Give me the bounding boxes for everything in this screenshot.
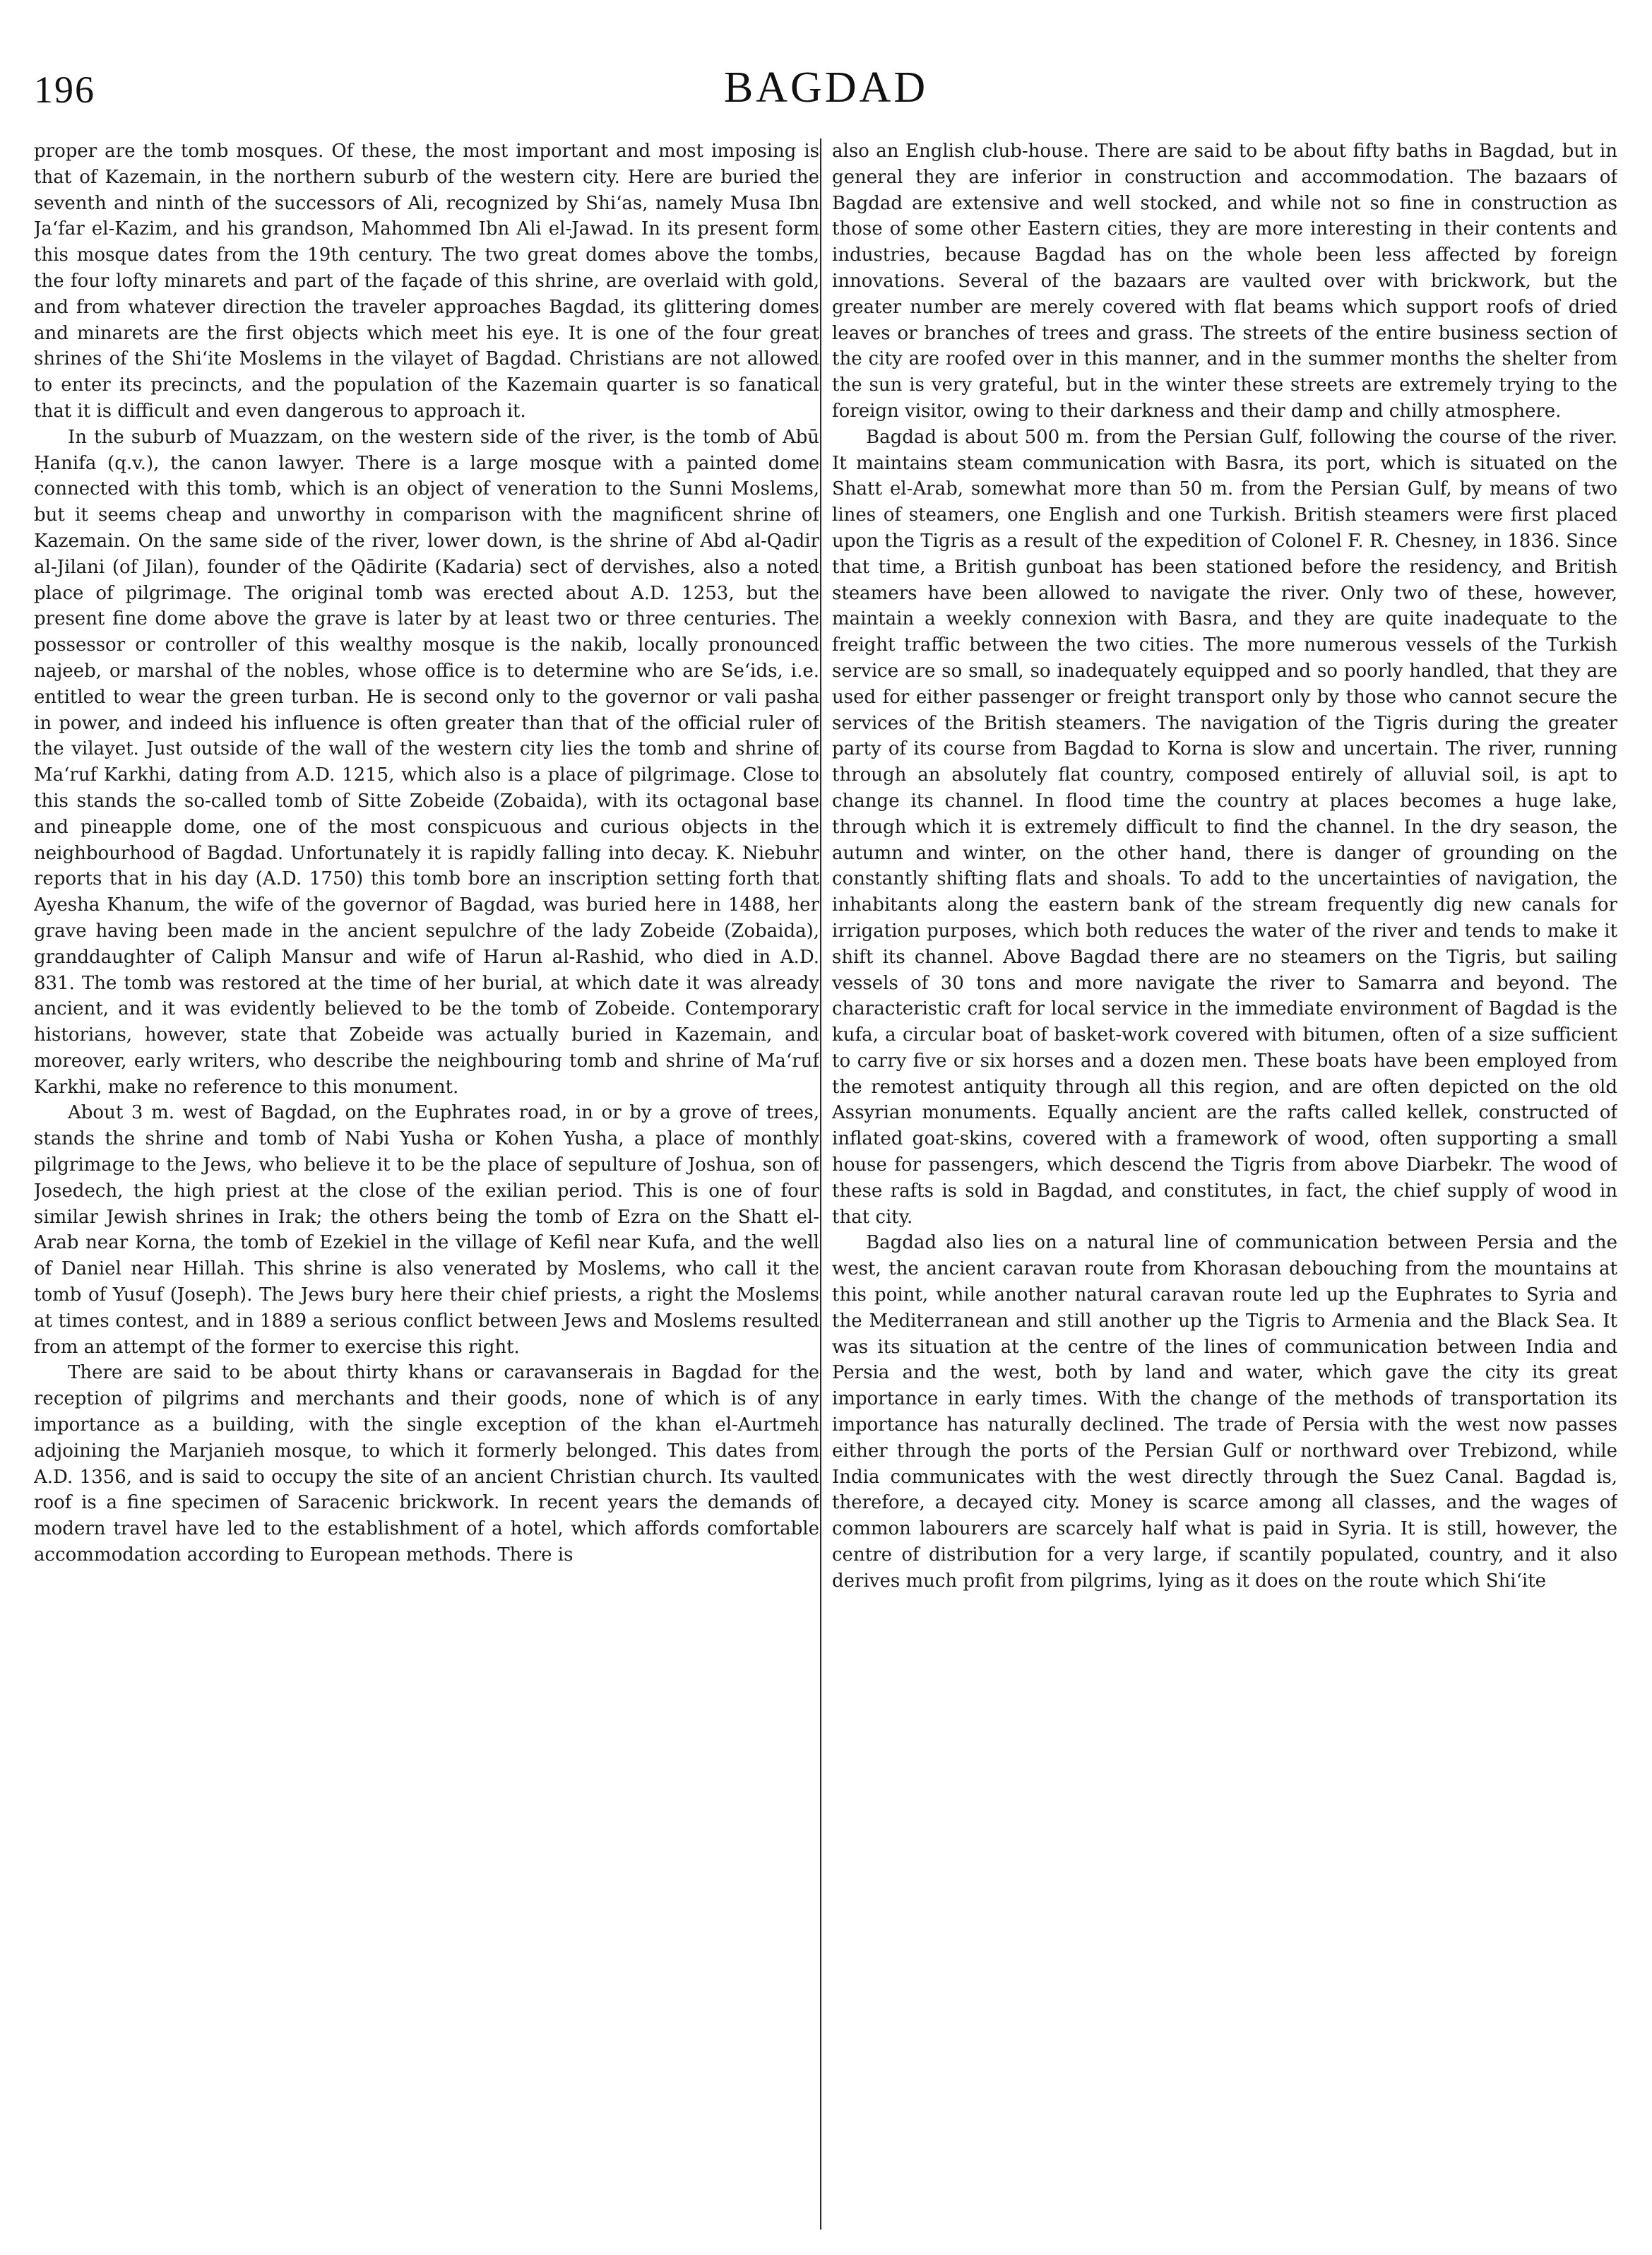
paragraph: proper are the tomb mosques. Of these, the most important and most imposing is that of Kazemain, in the northern suburb of the western city. Here are buried the seventh and ninth of the successors of Ali, recognized by Shi‘as, namely Musa Ibn Ja‘far el-Kazim, and his grandson, Mahommed Ibn Ali el-Jawad. In its present form this mosque dates from the 19th century. The two great domes above the tombs, the four lofty minarets and part of the façade of this shrine, are overlaid with gold, and from whatever direction the traveler approaches Bagdad, its glittering domes and minarets are the first objects which meet his eye. It is one of the four great shrines of the Shi‘ite Moslems in the vilayet of Bagdad. Christians are not allowed to enter its precincts, and the population of the Kazemain quarter is so fanatical that it is difficult and even dangerous to approach it. bbox=[34, 141, 819, 422]
page-number: 196 bbox=[34, 69, 95, 111]
left-column bbox=[34, 138, 819, 2235]
column-divider bbox=[820, 138, 821, 2230]
paragraph: Bagdad also lies on a natural line of communication between Persia and the west, the ancient caravan route from Khorasan debouching from the mountains at this point, while another natural caravan route led up the Euphrates to Syria and the Mediterranean and still another up the Tigris to Armenia and the Black Sea. It was its situation at the centre of the lines of communication between India and Persia and the west, both by land and water, which gave the city its great importance in early times. With the change of the methods of transportation its importance has naturally declined. The trade of Persia with the west now passes either through the ports of the Persian Gulf or northward over Trebizond, while India communicates with the west directly through the Suez Canal. Bagdad is, therefore, a decayed city. Money is scarce among all classes, and the wages of common labourers are scarcely half what is paid in Syria. It is still, however, the centre of distribution for a very large, if scantily populated, country, and it also derives much profit from pilgrims, lying as it does on the route which Shi‘ite bbox=[832, 1232, 1617, 1592]
running-head: BAGDAD bbox=[723, 64, 929, 112]
paragraph: In the suburb of Muazzam, on the western side of the river, is the tomb of Abū Ḥanifa (q.v.), the canon lawyer. There is a large mosque with a painted dome connected with this tomb, which is an object of veneration to the Sunni Moslems, but it seems cheap and unworthy in comparison with the magnificent shrine of Kazemain. On the same side of the river, lower down, is the shrine of Abd al-Qadir al-Jilani (of Jilan), founder of the Qādirite (Kadaria) sect of dervishes, also a noted place of pilgrimage. The original tomb was erected about A.D. 1253, but the present fine dome above the grave is later by at least two or three centuries. The possessor or controller of this wealthy mosque is the nakib, locally pronounced najeeb, or marshal of the nobles, whose office is to determine who are Se‘ids, i.e. entitled to wear the green turban. He is second only to the governor or vali pasha in power, and indeed his influence is often greater than that of the official ruler of the vilayet. Just outside of the wall of the western city lies the tomb and shrine of Ma‘ruf Karkhi, dating from A.D. 1215, which also is a place of pilgrimage. Close to this stands the so-called tomb of Sitte Zobeide (Zobaida), with its octagonal base and pineapple dome, one of the most conspicuous and curious objects in the neighbourhood of Bagdad. Unfortunately it is rapidly falling into decay. K. Niebuhr reports that in his day (A.D. 1750) this tomb bore an inscription setting forth that Ayesha Khanum, the wife of the governor of Bagdad, was buried here in 1488, her grave having been made in the ancient sepulchre of the lady Zobeide (Zobaida), granddaughter of Caliph Mansur and wife of Harun al-Rashid, who died in A.D. 831. The tomb was restored at the time of her burial, at which date it was already ancient, and it was evidently believed to be the tomb of Zobeide. Contemporary historians, however, state that Zobeide was actually buried in Kazemain, and moreover, early writers, who describe the neighbouring tomb and shrine of Ma‘ruf Karkhi, make no reference to this monument. bbox=[34, 426, 819, 1098]
paragraph: Bagdad is about 500 m. from the Persian Gulf, following the course of the river. It maintains steam communication with Basra, its port, which is situated on the Shatt el-Arab, somewhat more than 50 m. from the Persian Gulf, by means of two lines of steamers, one English and one Turkish. British steamers were first placed upon the Tigris as a result of the expedition of Colonel F. R. Chesney, in 1836. Since that time, a British gunboat has been stationed before the residency, and British steamers have been allowed to navigate the river. Only two of these, however, maintain a weekly connexion with Basra, and they are quite inadequate to the freight traffic between the two cities. The more numerous vessels of the Turkish service are so small, so inadequately equipped and so poorly handled, that they are used for either passenger or freight transport only by those who cannot secure the services of the British steamers. The navigation of the Tigris during the greater party of its course from Bagdad to Korna is slow and uncertain. The river, running through an absolutely flat country, composed entirely of alluvial soil, is apt to change its channel. In flood time the country at places becomes a huge lake, through which it is extremely difficult to find the channel. In the dry season, the autumn and winter, on the other hand, there is danger of grounding on the constantly shifting flats and shoals. To add to the uncertainties of navigation, the inhabitants along the eastern bank of the stream frequently dig new canals for irrigation purposes, which both reduces the water of the river and tends to make it shift its channel. Above Bagdad there are no steamers on the Tigris, but sailing vessels of 30 tons and more navigate the river to Samarra and beyond. The characteristic craft for local service in the immediate environment of Bagdad is the kufa, a circular boat of basket-work covered with bitumen, often of a size sufficient to carry five or six horses and a dozen men. These boats have been employed from the remotest antiquity through all this region, and are often depicted on the old Assyrian monuments. Equally ancient are the rafts called kellek, constructed of inflated goat-skins, covered with a framework of wood, often supporting a small house for passengers, which descend the Tigris from above Diarbekr. The wood of these rafts is sold in Bagdad, and constitutes, in fact, the chief supply of wood in that city. bbox=[832, 426, 1617, 1228]
right-column bbox=[832, 138, 1617, 2235]
paragraph: also an English club-house. There are said to be about fifty baths in Bagdad, but in general they are inferior in construction and accommodation. The bazaars of Bagdad are extensive and well stocked, and while not so fine in construction as those of some other Eastern cities, they are more interesting in their contents and industries, because Bagdad has on the whole been less affected by foreign innovations. Several of the bazaars are vaulted over with brickwork, but the greater number are merely covered with flat beams which support roofs of dried leaves or branches of trees and grass. The streets of the entire business section of the city are roofed over in this manner, and in the summer months the shelter from the sun is very grateful, but in the winter these streets are extremely trying to the foreign visitor, owing to their darkness and their damp and chilly atmosphere. bbox=[832, 141, 1617, 422]
paragraph: There are said to be about thirty khans or caravanserais in Bagdad for the reception of pilgrims and merchants and their goods, none of which is of any importance as a building, with the single exception of the khan el-Aurtmeh adjoining the Marjanieh mosque, to which it formerly belonged. This dates from A.D. 1356, and is said to occupy the site of an ancient Christian church. Its vaulted roof is a fine specimen of Saracenic brickwork. In recent years the demands of modern travel have led to the establishment of a hotel, which affords comfortable accommodation according to European methods. There is bbox=[34, 1362, 819, 1566]
paragraph: About 3 m. west of Bagdad, on the Euphrates road, in or by a grove of trees, stands the shrine and tomb of Nabi Yusha or Kohen Yusha, a place of monthly pilgrimage to the Jews, who believe it to be the place of sepulture of Joshua, son of Josedech, the high priest at the close of the exilian period. This is one of four similar Jewish shrines in Irak; the others being the tomb of Ezra on the Shatt el-Arab near Korna, the tomb of Ezekiel in the village of Kefil near Kufa, and the well of Daniel near Hillah. This shrine is also venerated by Moslems, who call it the tomb of Yusuf (Joseph). The Jews bury here their chief priests, a right the Moslems at times contest, and in 1889 a serious conflict between Jews and Moslems resulted from an attempt of the former to exercise this right. bbox=[34, 1102, 819, 1358]
